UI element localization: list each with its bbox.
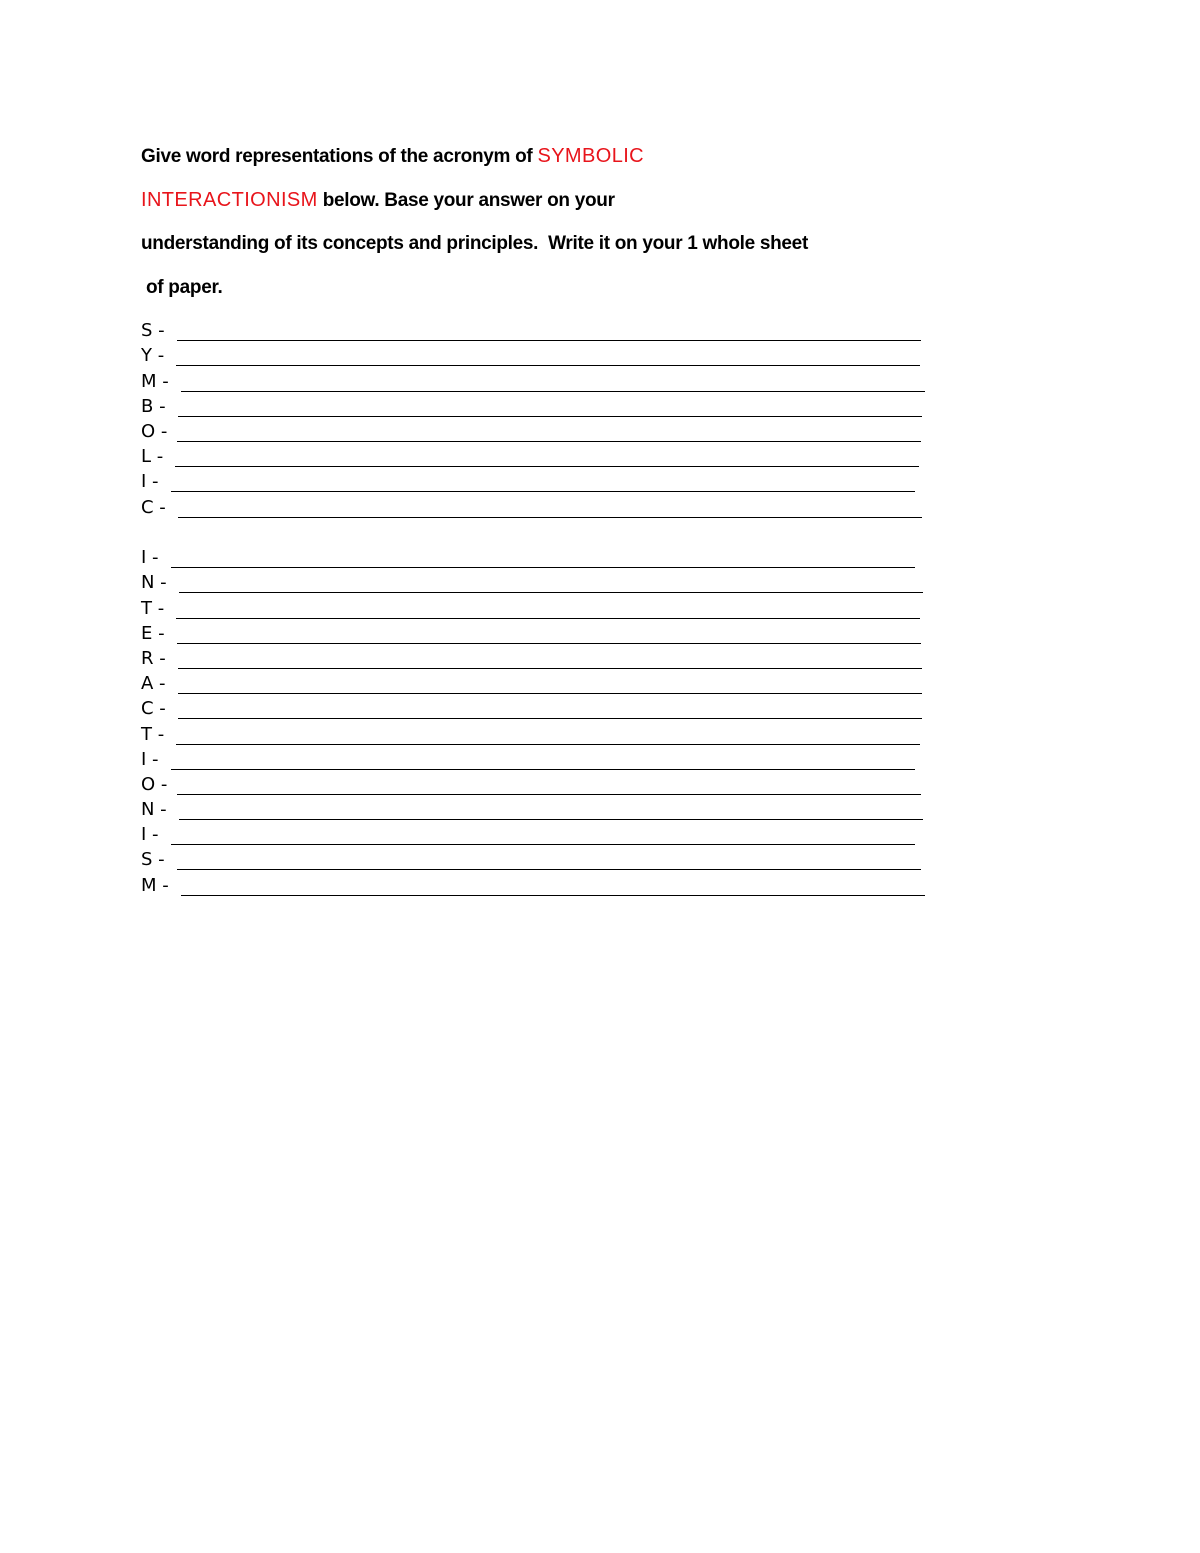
acrostic-row: [141, 796, 941, 821]
acrostic-row: [141, 645, 941, 670]
acrostic-letter: L -: [141, 446, 164, 468]
acrostic-row: [141, 746, 941, 771]
answer-line[interactable]: [171, 769, 915, 770]
acrostic-letter: C -: [141, 698, 166, 720]
answer-line[interactable]: [181, 391, 925, 392]
answer-line[interactable]: [181, 895, 925, 896]
instruction-line-1: [141, 138, 901, 182]
instructions: [141, 138, 901, 314]
acrostic-letter: Y -: [141, 345, 165, 367]
answer-line[interactable]: [177, 340, 921, 341]
acrostic-row: [141, 771, 941, 796]
answer-line[interactable]: [176, 365, 920, 366]
answer-line[interactable]: [177, 441, 921, 442]
acrostic-letter: N -: [141, 799, 167, 821]
acrostic-letter: T -: [141, 723, 165, 745]
answer-line[interactable]: [171, 844, 915, 845]
acrostic-symbolic: [141, 317, 941, 519]
acrostic-letter: S -: [141, 320, 165, 342]
acrostic-letter: I -: [141, 471, 159, 493]
instruction-text: below. Base your answer on your: [317, 190, 615, 211]
instruction-line-2: [141, 182, 901, 226]
acrostic-letter: O -: [141, 420, 168, 442]
answer-line[interactable]: [175, 466, 919, 467]
acrostic-interactionism: [141, 544, 941, 897]
acrostic-letter: T -: [141, 597, 165, 619]
acrostic-letter: E -: [141, 622, 165, 644]
acrostic-row: [141, 720, 941, 745]
instruction-line-4: of paper.: [146, 277, 223, 298]
acrostic-row: [141, 317, 941, 342]
acrostic-letter: O -: [141, 773, 168, 795]
acrostic-row: [141, 846, 941, 871]
instruction-text: Give word representations of the acronym of: [141, 146, 538, 167]
answer-line[interactable]: [178, 693, 922, 694]
highlight-symbolic: SYMBOLIC: [537, 145, 645, 167]
acrostic-letter: C -: [141, 496, 166, 518]
acrostic-row: [141, 821, 941, 846]
acrostic-row: [141, 493, 941, 518]
answer-line[interactable]: [176, 744, 920, 745]
answer-line[interactable]: [178, 517, 922, 518]
acrostic-letter: I -: [141, 824, 159, 846]
answer-line[interactable]: [179, 819, 923, 820]
acrostic-row: [141, 468, 941, 493]
answer-line[interactable]: [177, 869, 921, 870]
answer-line[interactable]: [178, 718, 922, 719]
instruction-line-3: understanding of its concepts and principles. Write it on your 1 whole sheet: [141, 233, 808, 254]
acrostic-letter: S -: [141, 849, 165, 871]
acrostic-row: [141, 393, 941, 418]
answer-line[interactable]: [176, 618, 920, 619]
answer-line[interactable]: [178, 668, 922, 669]
answer-line[interactable]: [179, 592, 923, 593]
acrostic-row: [141, 418, 941, 443]
highlight-interactionism: INTERACTIONISM: [141, 189, 318, 211]
acrostic-letter: N -: [141, 572, 167, 594]
acrostic-letter: R -: [141, 647, 166, 669]
acrostic-letter: I -: [141, 748, 159, 770]
acrostic-letter: I -: [141, 547, 159, 569]
acrostic-letter: M -: [141, 874, 169, 896]
answer-line[interactable]: [178, 416, 922, 417]
acrostic-row: [141, 871, 941, 896]
acrostic-row: [141, 544, 941, 569]
acrostic-letter: A -: [141, 673, 166, 695]
acrostic-letter: B -: [141, 395, 166, 417]
acrostic-row: [141, 569, 941, 594]
answer-line[interactable]: [171, 491, 915, 492]
acrostic-row: [141, 620, 941, 645]
acrostic-row: [141, 367, 941, 392]
acrostic-letter: M -: [141, 370, 169, 392]
answer-line[interactable]: [177, 794, 921, 795]
acrostic-row: [141, 443, 941, 468]
acrostic-row: [141, 594, 941, 619]
acrostic-row: [141, 695, 941, 720]
acrostic-row: [141, 670, 941, 695]
acrostic-row: [141, 342, 941, 367]
answer-line[interactable]: [177, 643, 921, 644]
answer-line[interactable]: [171, 567, 915, 568]
